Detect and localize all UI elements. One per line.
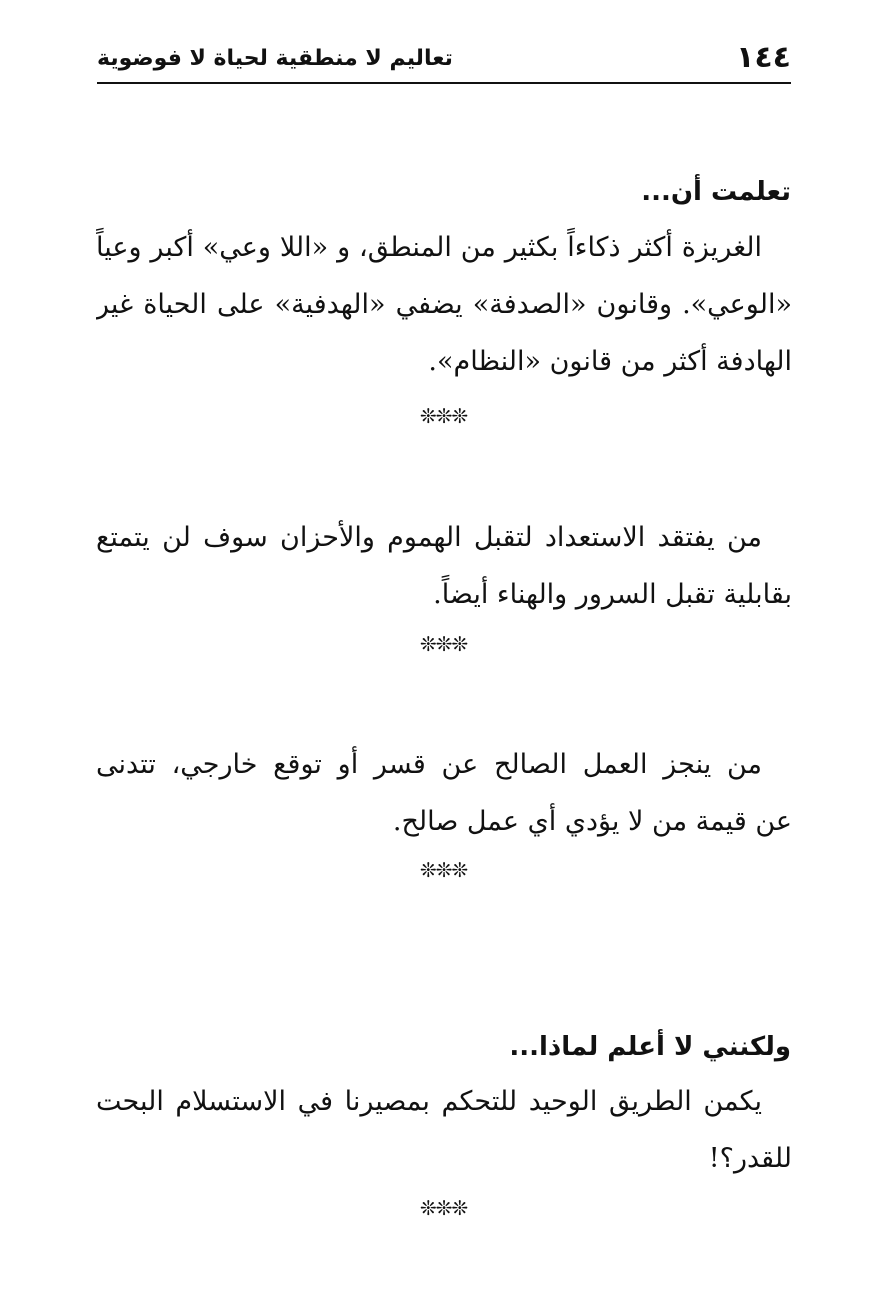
paragraph-line: الهادفة أكثر من قانون «النظام». — [428, 346, 792, 377]
asterism-separator: ❊❊❊ — [419, 858, 468, 882]
paragraph-line: للقدر؟! — [708, 1143, 792, 1174]
paragraph-sorrows — [96, 509, 792, 623]
paragraph-fate — [96, 1073, 792, 1187]
running-title: تعاليم لا منطقية لحياة لا فوضوية — [97, 46, 453, 71]
page-number: ١٤٤ — [736, 40, 791, 75]
section-heading-dont-know: ولكنني لا أعلم لماذا... — [509, 1032, 791, 1062]
asterism-separator: ❊❊❊ — [419, 404, 468, 428]
asterism-separator: ❊❊❊ — [419, 632, 468, 656]
paragraph-line: عن قيمة من لا يؤدي أي عمل صالح. — [392, 806, 792, 837]
paragraph-line: الغريزة أكثر ذكاءاً بكثير من المنطق، و «اللا وعي» أكبر وعياً — [96, 232, 762, 263]
paragraph-line: من يفتقد الاستعداد لتقبل الهموم والأحزان سوف لن يتمتع — [96, 522, 762, 553]
paragraph-good-deed — [96, 736, 792, 850]
paragraph-instinct — [96, 219, 792, 390]
paragraph-line: من ينجز العمل الصالح عن قسر أو توقع خارجي، تتدنى — [96, 749, 762, 780]
asterism-separator: ❊❊❊ — [419, 1196, 468, 1220]
section-heading-learned: تعلمت أن... — [641, 177, 791, 207]
paragraph-line: «الوعي». وقانون «الصدفة» يضفي «الهدفية» على الحياة غير — [96, 289, 792, 320]
paragraph-line: بقابلية تقبل السرور والهناء أيضاً. — [433, 579, 792, 610]
paragraph-line: يكمن الطريق الوحيد للتحكم بمصيرنا في الاستسلام البحت — [96, 1086, 762, 1117]
page-header — [97, 38, 791, 84]
